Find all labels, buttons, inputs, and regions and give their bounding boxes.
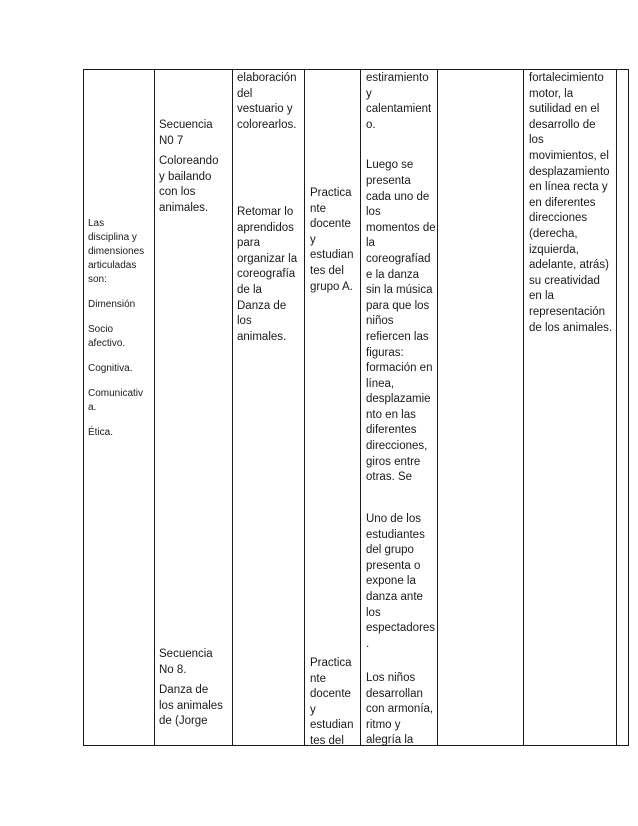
procedure-cell-3 — [366, 671, 438, 749]
table-column-border — [523, 69, 524, 745]
procedure-presentation: Uno de los estudiantes del grupo presenta o expone la danza ante los espectadores . — [366, 513, 436, 650]
procedure-cell — [366, 71, 438, 486]
participants-cell-2 — [310, 656, 360, 750]
participants-cell-1 — [310, 186, 360, 295]
sequence-8-description: Danza de los animales de (Jorge — [159, 684, 223, 728]
outcomes-text: fortalecimiento motor, la sutilidad en el desarrollo de los movimientos, el desplazamiento en línea recta y en diferentes direcciones (derecha, izquierda, adelante, atrás) su creatividad en la representación de los animales. — [529, 72, 613, 334]
table-top-border — [83, 69, 629, 70]
procedure-cell-2 — [366, 512, 438, 652]
table-column-border — [304, 69, 305, 745]
participants-text-2: Practica nte docente y estudian tes del — [310, 657, 354, 747]
dimension-label: Dimensión — [88, 299, 136, 310]
table-column-border — [83, 69, 84, 745]
sequence-7-description: Coloreando y bailando con los animales. — [159, 155, 219, 214]
participants-text-1: Practica nte docente y estudian tes del grupo A. — [310, 187, 354, 293]
sequence-7-cell — [159, 118, 233, 217]
dimension-item: Socio afectivo. — [88, 324, 126, 349]
table-column-border — [628, 69, 629, 745]
table-column-border — [360, 69, 361, 745]
dimension-item: Ética. — [88, 427, 114, 438]
activity-choreography-text: Retomar lo aprendidos para organizar la coreografía de la Danza de los animales. — [237, 206, 298, 343]
sequence-7-title: Secuencia N0 7 — [159, 119, 213, 147]
activity-mid-cell — [237, 205, 307, 345]
dimensions-cell — [88, 217, 152, 440]
dimension-item: Cognitiva. — [88, 363, 133, 374]
dimensions-intro: Las disciplina y dimensiones articuladas son: — [88, 218, 145, 285]
table-column-border — [154, 69, 155, 745]
activity-top-cell — [237, 71, 307, 133]
procedure-harmony: Los niños desarrollan con armonía, ritmo y alegría la — [366, 672, 434, 747]
sequence-8-title: Secuencia No 8. — [159, 648, 213, 676]
sequence-8-cell — [159, 647, 233, 730]
procedure-moments: Luego se presenta cada uno de los momentos de la coreografíad e la danza sin la música para que los niños refiercen las figuras: formación en línea, desplazamie nto en las diferentes direcciones, giros entre otras. Se — [366, 159, 436, 484]
activity-costume-text: elaboración del vestuario y colorearlos. — [237, 72, 297, 131]
procedure-warmup: estiramiento y calentamient o. — [366, 72, 432, 131]
dimension-item: Comunicativ a. — [88, 388, 144, 413]
outcomes-cell — [529, 71, 617, 336]
